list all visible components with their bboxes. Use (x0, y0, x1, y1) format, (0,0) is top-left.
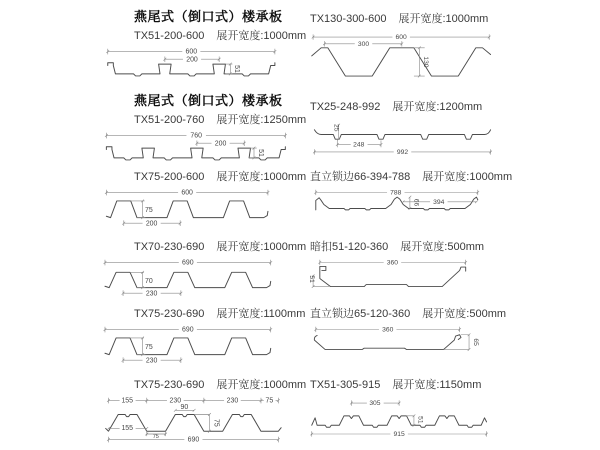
profile-block-standing-seam-66-394-788 (305, 166, 525, 221)
spread-width-label: 展开宽度:1200mm (392, 101, 483, 113)
dim-overall (104, 259, 273, 267)
profile-drawing (98, 187, 293, 226)
profile-outline (105, 272, 271, 287)
profile-drawing (305, 117, 500, 156)
dim-height (194, 413, 219, 433)
dim-label: 305 (369, 400, 381, 408)
dim-label: 360 (386, 259, 399, 267)
dim-pitch (122, 357, 183, 365)
dim-label: 51 (416, 416, 424, 424)
dim-label: 690 (187, 436, 200, 444)
profile-model: TX51-200-760 (134, 114, 205, 126)
dim-crest (174, 404, 196, 412)
dim-label: 75 (144, 207, 153, 215)
dim-label: 760 (190, 132, 203, 140)
profile-drawing (98, 395, 293, 444)
dim-label: 394 (433, 198, 445, 206)
dim-label: 200 (186, 56, 198, 64)
profile-outline (314, 130, 490, 139)
dim-label: 75 (144, 344, 153, 352)
profile-outline (316, 197, 478, 210)
profile-outline (105, 338, 271, 355)
dim-pitch (163, 56, 220, 64)
profile-model: TX51-200-600 (134, 30, 205, 42)
profile-drawing (98, 324, 293, 363)
dim-label: 230 (145, 357, 158, 365)
profile-block-tx51-200-760 (98, 90, 307, 162)
dim-label: 600 (185, 48, 198, 56)
dim-overall (314, 189, 479, 196)
spread-width-label: 展开宽度:1000mm (216, 30, 307, 42)
dim-label: 75 (152, 434, 159, 441)
dim-label: 300 (357, 40, 370, 48)
dim-height (409, 196, 420, 210)
dim-label: 915 (393, 431, 405, 439)
profile-drawing (305, 257, 500, 295)
dim-overall (105, 189, 269, 197)
profile-block-concealed-51-120-360 (305, 236, 525, 295)
dim-label: 51 (233, 65, 241, 73)
profile-outline (320, 266, 466, 286)
dim-pan (145, 432, 167, 440)
dim-label: 992 (396, 148, 409, 156)
profile-header (98, 305, 306, 321)
dim-label: 155 (121, 397, 134, 405)
spread-width-label: 展开宽度:1000mm (216, 241, 307, 253)
profile-drawing (305, 395, 500, 439)
profile-header (98, 168, 307, 184)
dim-overall (106, 48, 276, 56)
spread-width-label: 展开宽度:1100mm (216, 308, 306, 320)
profile-drawing (305, 324, 500, 360)
dim-label: 51 (256, 149, 264, 157)
spread-width-label: 展开宽度:1000mm (398, 13, 489, 25)
profile-header (305, 238, 525, 254)
spread-width-label: 展开宽度:500mm (422, 308, 507, 320)
dim-pitch (350, 400, 400, 407)
dim-label: 360 (382, 326, 394, 334)
dim-label: 200 (145, 220, 158, 228)
profile-block-tx25-248-992 (305, 96, 525, 156)
dim-height (308, 274, 329, 287)
dim-label: 51 (307, 275, 315, 283)
dim-label: 66 (412, 198, 420, 207)
dim-top-row (107, 397, 280, 405)
dim-pitch (336, 141, 382, 149)
profile-header (98, 27, 307, 43)
profile-header (98, 111, 307, 127)
profile-drawing (305, 29, 500, 85)
spread-width-label: 展开宽度:1000mm (216, 379, 307, 391)
profile-block-tx75-230-690-1000 (98, 374, 307, 444)
profile-drawing (98, 130, 293, 162)
dim-height (333, 124, 340, 141)
profile-drawing (98, 46, 293, 78)
profile-header (98, 376, 307, 392)
profile-drawing (98, 257, 293, 296)
profile-block-tx75-200-600 (98, 166, 307, 228)
profile-drawing (305, 187, 500, 221)
dim-label: 248 (353, 141, 365, 149)
dim-overall (107, 436, 280, 444)
dim-pitch (122, 220, 181, 228)
section-title: 燕尾式（倒口式）楼承板 (134, 9, 283, 24)
profile-block-tx130-300-600 (305, 8, 525, 85)
profile-header (305, 305, 525, 321)
profile-block-standing-seam-65-120-360 (305, 303, 525, 360)
profile-header (305, 98, 525, 114)
profile-model: TX75-200-600 (134, 171, 205, 183)
profile-block-tx70-230-690 (98, 236, 307, 298)
dim-label: 690 (182, 326, 194, 334)
dim-pitch (196, 140, 246, 148)
dim-label: 200 (214, 140, 227, 148)
dim-overall (314, 326, 461, 333)
dim-pitch (323, 40, 403, 47)
dim-overall (104, 326, 273, 334)
profile-model: TX75-230-690 (134, 308, 205, 320)
spread-width-label: 展开宽度:1000mm (422, 171, 513, 183)
profile-model: 直立锁边65-120-360 (310, 308, 411, 320)
dim-label: 230 (145, 290, 158, 298)
dim-label: 25 (332, 124, 340, 132)
dim-label: 230 (169, 397, 182, 405)
profile-header (305, 168, 525, 184)
profile-outline (314, 335, 461, 350)
profile-outline (108, 63, 275, 76)
profile-model: 暗扣51-120-360 (310, 241, 389, 253)
dim-label: 230 (226, 397, 239, 405)
dim-pitch (122, 290, 183, 298)
profile-header (305, 10, 525, 26)
dim-overall (310, 431, 488, 438)
profile-header (98, 238, 307, 254)
dim-base (107, 424, 148, 432)
dim-label: 90 (180, 403, 189, 411)
dim-overall (313, 149, 492, 156)
dim-label: 65 (471, 338, 479, 346)
profile-outline (312, 416, 487, 427)
spread-width-label: 展开宽度:1250mm (216, 114, 307, 126)
profile-block-tx51-200-600 (98, 6, 307, 78)
spread-width-label: 展开宽度:1000mm (216, 171, 307, 183)
dim-label: 600 (181, 189, 193, 197)
dim-label: 130 (422, 56, 430, 68)
dim-label: 600 (395, 34, 407, 42)
dim-label: 70 (144, 277, 153, 285)
profile-model: TX51-305-915 (310, 379, 381, 391)
profile-header (305, 376, 525, 392)
dim-label: 155 (121, 424, 134, 432)
profile-outline (312, 48, 491, 76)
profile-outline (106, 201, 268, 218)
profile-model: 直立锁边66-394-788 (310, 171, 411, 183)
spread-width-label: 展开宽度:1150mm (392, 379, 482, 391)
section-title: 燕尾式（倒口式）楼承板 (134, 93, 283, 108)
dim-height (444, 333, 479, 350)
profile-block-tx75-230-690-1100 (98, 303, 306, 365)
profile-model: TX70-230-690 (134, 241, 205, 253)
dim-label: 75 (265, 397, 274, 405)
profile-model: TX25-248-992 (310, 101, 381, 113)
profile-model: TX130-300-600 (310, 13, 387, 25)
dim-overall (105, 132, 287, 140)
dim-overall (312, 34, 491, 41)
dim-label: 690 (182, 259, 194, 267)
profile-block-tx51-305-915 (305, 374, 525, 439)
dim-label: 788 (390, 189, 402, 197)
dim-label: 75 (212, 418, 220, 427)
profile-model: TX75-230-690 (134, 379, 205, 391)
spread-width-label: 展开宽度:500mm (400, 241, 485, 253)
dim-overall (318, 259, 467, 266)
